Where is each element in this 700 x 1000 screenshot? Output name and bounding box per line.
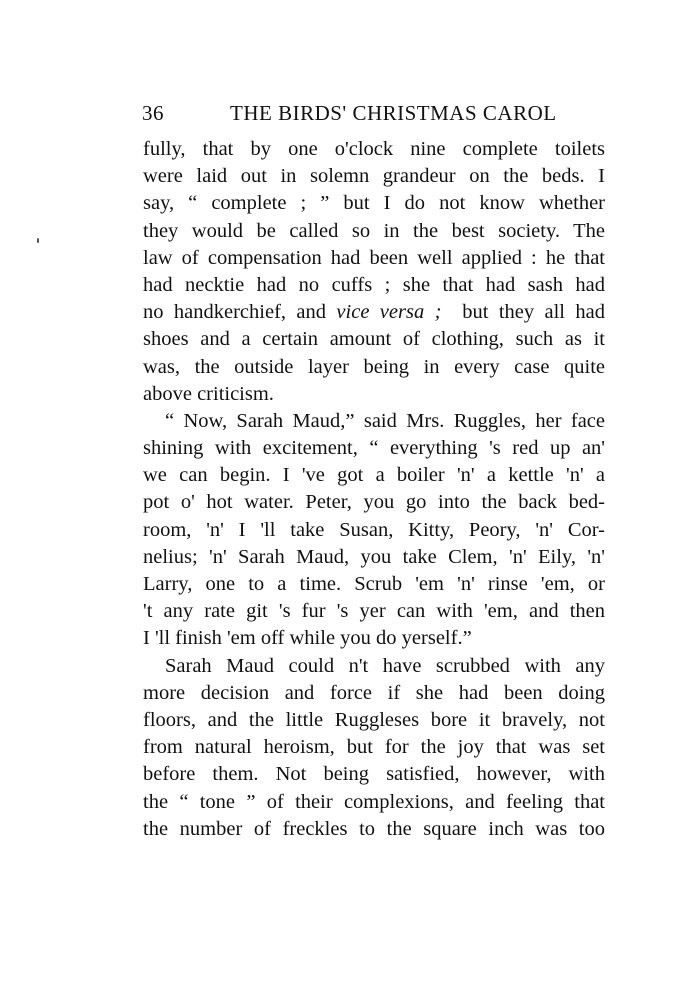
text-line: we can begin. I 've got a boiler 'n' a kettle 'n' a — [143, 464, 605, 487]
text-line: fully, that by one o'clock nine complete toilets — [143, 138, 605, 160]
text-line: I 'll finish 'em off while you do yerself.” — [143, 627, 472, 650]
text-line: “ Now, Sarah Maud,” said Mrs. Ruggles, her face — [165, 409, 605, 432]
text-line: they would be called so in the best society. The — [143, 219, 605, 242]
italic-phrase: vice versa ; — [336, 301, 442, 324]
text-line: the number of freckles to the square inch was too — [143, 817, 605, 840]
running-title: THE BIRDS' CHRISTMAS CAROL — [230, 101, 557, 125]
text-line: pot o' hot water. Peter, you go into the back bed- — [143, 491, 605, 514]
text-line: shoes and a certain amount of clothing, such as it — [143, 328, 605, 351]
text-line: room, 'n' I 'll take Susan, Kitty, Peory, 'n' Cor- — [143, 518, 605, 541]
text-line: Sarah Maud could n't have scrubbed with any — [165, 654, 605, 677]
text-line: nelius; 'n' Sarah Maud, you take Clem, 'n' Eily, 'n' — [143, 545, 605, 568]
text-line: were laid out in solemn grandeur on the beds. I — [143, 165, 605, 188]
text-line: more decision and force if she had been doing — [143, 681, 605, 704]
text-line: had necktie had no cuffs ; she that had sash had — [143, 273, 605, 296]
page-header — [142, 101, 602, 131]
text-line: above criticism. — [143, 382, 274, 405]
body-text — [143, 136, 605, 843]
text-line: before them. Not being satisfied, however, with — [143, 763, 605, 786]
text-line: floors, and the little Ruggleses bore it bravely, not — [143, 708, 605, 731]
text-line: Larry, one to a time. Scrub 'em 'n' rinse 'em, or — [143, 573, 605, 595]
text-line-mixed — [143, 299, 605, 326]
text-line: law of compensation had been well applied : he that — [143, 246, 605, 269]
text-line: 't any rate git 's fur 's yer can with 'em, and then — [143, 600, 605, 623]
text-segment: but they all had — [462, 301, 605, 324]
text-line: was, the outside layer being in every case quite — [143, 355, 605, 378]
text-line: shining with excitement, “ everything 's red up an' — [143, 437, 605, 460]
page-speck — [37, 238, 39, 243]
text-line: the “ tone ” of their complexions, and feeling that — [143, 790, 605, 813]
text-segment: no handkerchief, and — [143, 301, 327, 324]
text-line: say, “ complete ; ” but I do not know whether — [143, 192, 605, 215]
page-number: 36 — [142, 101, 164, 125]
text-line: from natural heroism, but for the joy that was set — [143, 736, 605, 759]
